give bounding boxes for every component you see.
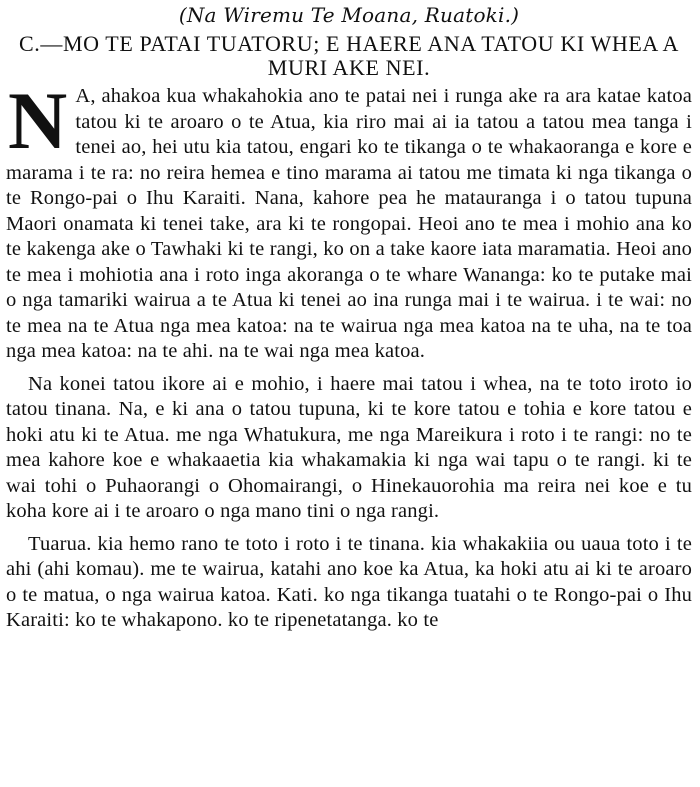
paragraph-1-text: A, ahakoa kua whakahokia ano te patai nei i runga ake ra ara katae katoa tatou ki te aroaro o te Atua, kia riro mai ai ia tatou a tatou mea tanga i tenei ao, hei utu kia tatou, engari ko te tikanga o te whakaoranga e kore e marama i te ra: no reira hemea e tino marama ai tatou me timata ki nga tikanga o te Rongo-pai o Ihu Karaiti. Nana, kahore pea he matauranga i o tatou tupuna Maori onamata ki tenei take, ara ki te rongopai. Heoi ano te mea i mohio ana ko te kakenga ake o Tawhaki ki te rangi, ko on a take kaore iata maramatia. Heoi ano te mea i mohiotia ana i roto inga akoranga o te whare Wananga: ko te putake mai o nga tamariki wairua a te Atua ki tenei ao ina runga mai i te wairua. i te wai: no te mea na te Atua nga mea katoa: na te wairua nga mea katoa na te uha, na te toa nga mea katoa: na te ahi. na te wai nga mea katoa.	[6, 85, 692, 362]
section-heading: C.—MO TE PATAI TUATORU; E HAERE ANA TATOU KI WHEA A MURI AKE NEI.	[18, 31, 680, 80]
paragraph-3: Tuarua. kia hemo rano te toto i roto i te tinana. kia whakakiia ou uaua toto i te ahi (ahi komau). me te wairua, katahi ano koe ka Atua, ka hoki atu ai ki te aroaro o te matua, o nga wairua katoa. Kati. ko nga tikanga tuatahi o te Rongo-pai o Ihu Karaiti: ko te whakapono. ko te ripenetatanga. ko te	[6, 532, 692, 631]
drop-cap: N	[8, 75, 68, 166]
document-page	[0, 2, 700, 787]
byline: (Na Wiremu Te Moana, Ruatoki.)	[178, 3, 520, 27]
paragraph-2: Na konei tatou ikore ai e mohio, i haere mai tatou i whea, na te toto iroto io tatou tinana. Na, e ki ana o tatou tupuna, ki te kore tatou e tohia e kore tatou e hoki atu ki te Atua. me nga Whatukura, me nga Mareikura i roto i te rangi: no te mea kahore koe e whakaaetia kia whakamakia ki nga wai tapu o te rangi. ki te wai tohi o Puhaorangi o Ohomairangi, o Hinekauorohia ma reira nei koe e tu koha kore ai i te aroaro o nga mano tini o nga rangi.	[6, 372, 692, 522]
paragraph-1	[6, 75, 692, 365]
